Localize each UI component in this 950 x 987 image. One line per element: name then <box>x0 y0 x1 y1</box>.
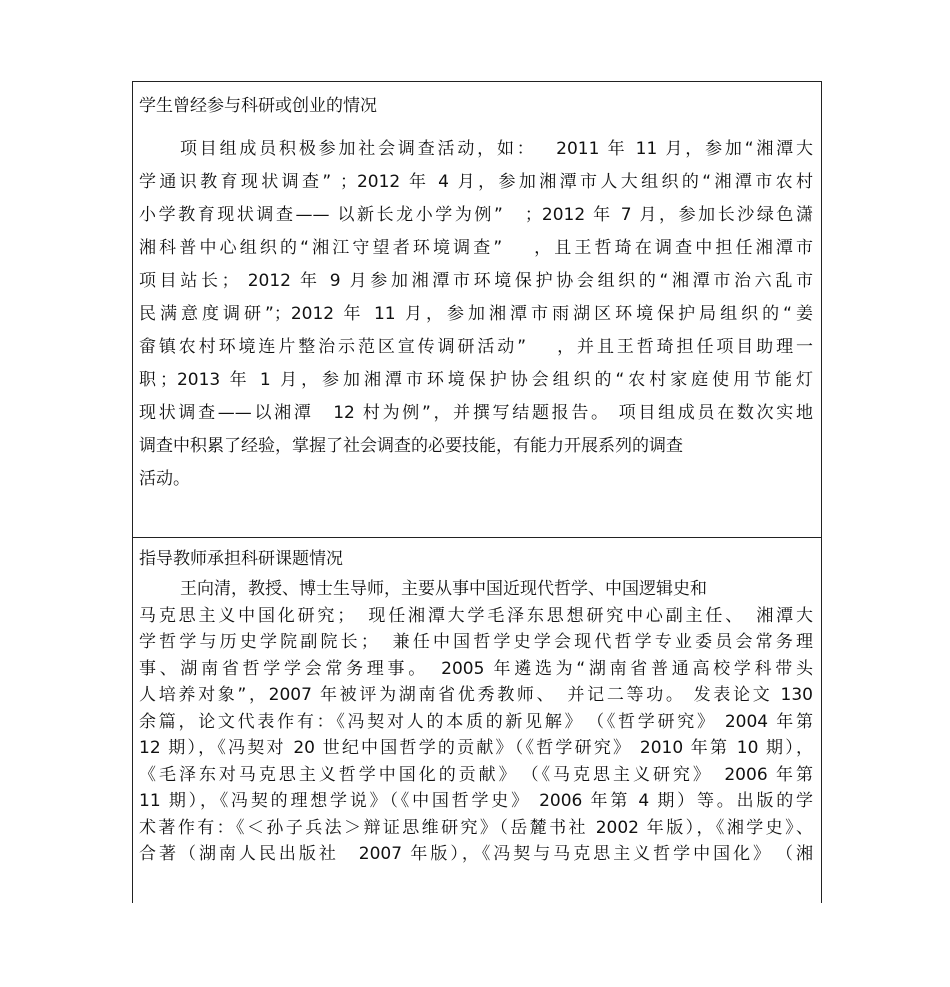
paragraph-line: 11 期），《冯契的理想学说》（《中国哲学史》 2006 年第 4 期）等。出版的学 <box>139 791 813 811</box>
paragraph-line: 职；2013 年 1 月，参加湘潭市环境保护协会组织的“农村家庭使用节能灯 <box>139 370 813 390</box>
advisor-research-body <box>139 576 813 868</box>
section-heading-advisor-research: 指导教师承担科研课题情况 <box>139 549 343 569</box>
student-research-section <box>133 82 821 538</box>
paragraph-line: 现状调查——以湘潭 12 村为例”，并撰写结题报告。 项目组成员在数次实地 <box>139 403 813 423</box>
paragraph-line: 余篇，论文代表作有：《冯契对人的本质的新见解》 （《哲学研究》 2004 年第 <box>139 711 813 732</box>
paragraph-line: 王向清，教授、博士生导师，主要从事中国近现代哲学、中国逻辑史和 <box>180 579 707 599</box>
paragraph-line: 小学教育现状调查—— 以新长龙小学为例” ；2012 年 7 月，参加长沙绿色潇 <box>139 205 813 225</box>
paragraph-line: 学通识教育现状调查” ；2012 年 4 月，参加湘潭市人大组织的“湘潭市农村 <box>139 172 813 192</box>
paragraph-line: 调查中积累了经验，掌握了社会调查的必要技能，有能力开展系列的调查 <box>139 436 683 456</box>
section-heading-student-research: 学生曾经参与科研或创业的情况 <box>139 96 377 116</box>
paragraph-line: 人培养对象”，2007 年被评为湖南省优秀教师、 并记二等功。 发表论文 130 <box>139 685 813 705</box>
paragraph-line: 《毛泽东对马克思主义哲学中国化的贡献》 （《马克思主义研究》 2006 年第 <box>139 764 813 785</box>
paragraph-line: 活动。 <box>139 469 190 489</box>
paragraph-line: 合著（湖南人民出版社 2007 年版），《冯契与马克思主义哲学中国化》 （湘 <box>139 844 813 864</box>
paragraph-line: 民满意度调研”；2012 年 11 月，参加湘潭市雨湖区环境保护局组织的“姜 <box>139 304 813 324</box>
paragraph-line: 项目站长； 2012 年 9 月参加湘潭市环境保护协会组织的“湘潭市治六乱市 <box>139 271 813 291</box>
paragraph-line: 畲镇农村环境连片整治示范区宣传调研活动” ，并且王哲琦担任项目助理一 <box>139 337 813 357</box>
paragraph-line: 项目组成员积极参加社会调查活动，如： 2011 年 11 月，参加“湘潭大 <box>180 139 813 159</box>
paragraph-line: 学哲学与历史学院副院长； 兼任中国哲学史学会现代哲学专业委员会常务理 <box>139 632 813 652</box>
paragraph-line: 事、湖南省哲学学会常务理事。 2005 年遴选为“湖南省普通高校学科带头 <box>139 658 813 679</box>
paragraph-line: 湘科普中心组织的“湘江守望者环境调查” ，且王哲琦在调查中担任湘潭市 <box>139 238 813 258</box>
paragraph-line: 术著作有：《＜孙子兵法＞辩证思维研究》（岳麓书社 2002 年版），《湘学史》、 <box>139 817 813 838</box>
paragraph-line: 12 期），《冯契对 20 世纪中国哲学的贡献》（《哲学研究》 2010 年第 10 期）， <box>139 738 813 758</box>
advisor-research-section <box>133 537 821 904</box>
student-research-body <box>139 133 813 496</box>
paragraph-line: 马克思主义中国化研究； 现任湘潭大学毛泽东思想研究中心副主任、 湘潭大 <box>139 605 813 626</box>
document-table <box>132 81 822 903</box>
